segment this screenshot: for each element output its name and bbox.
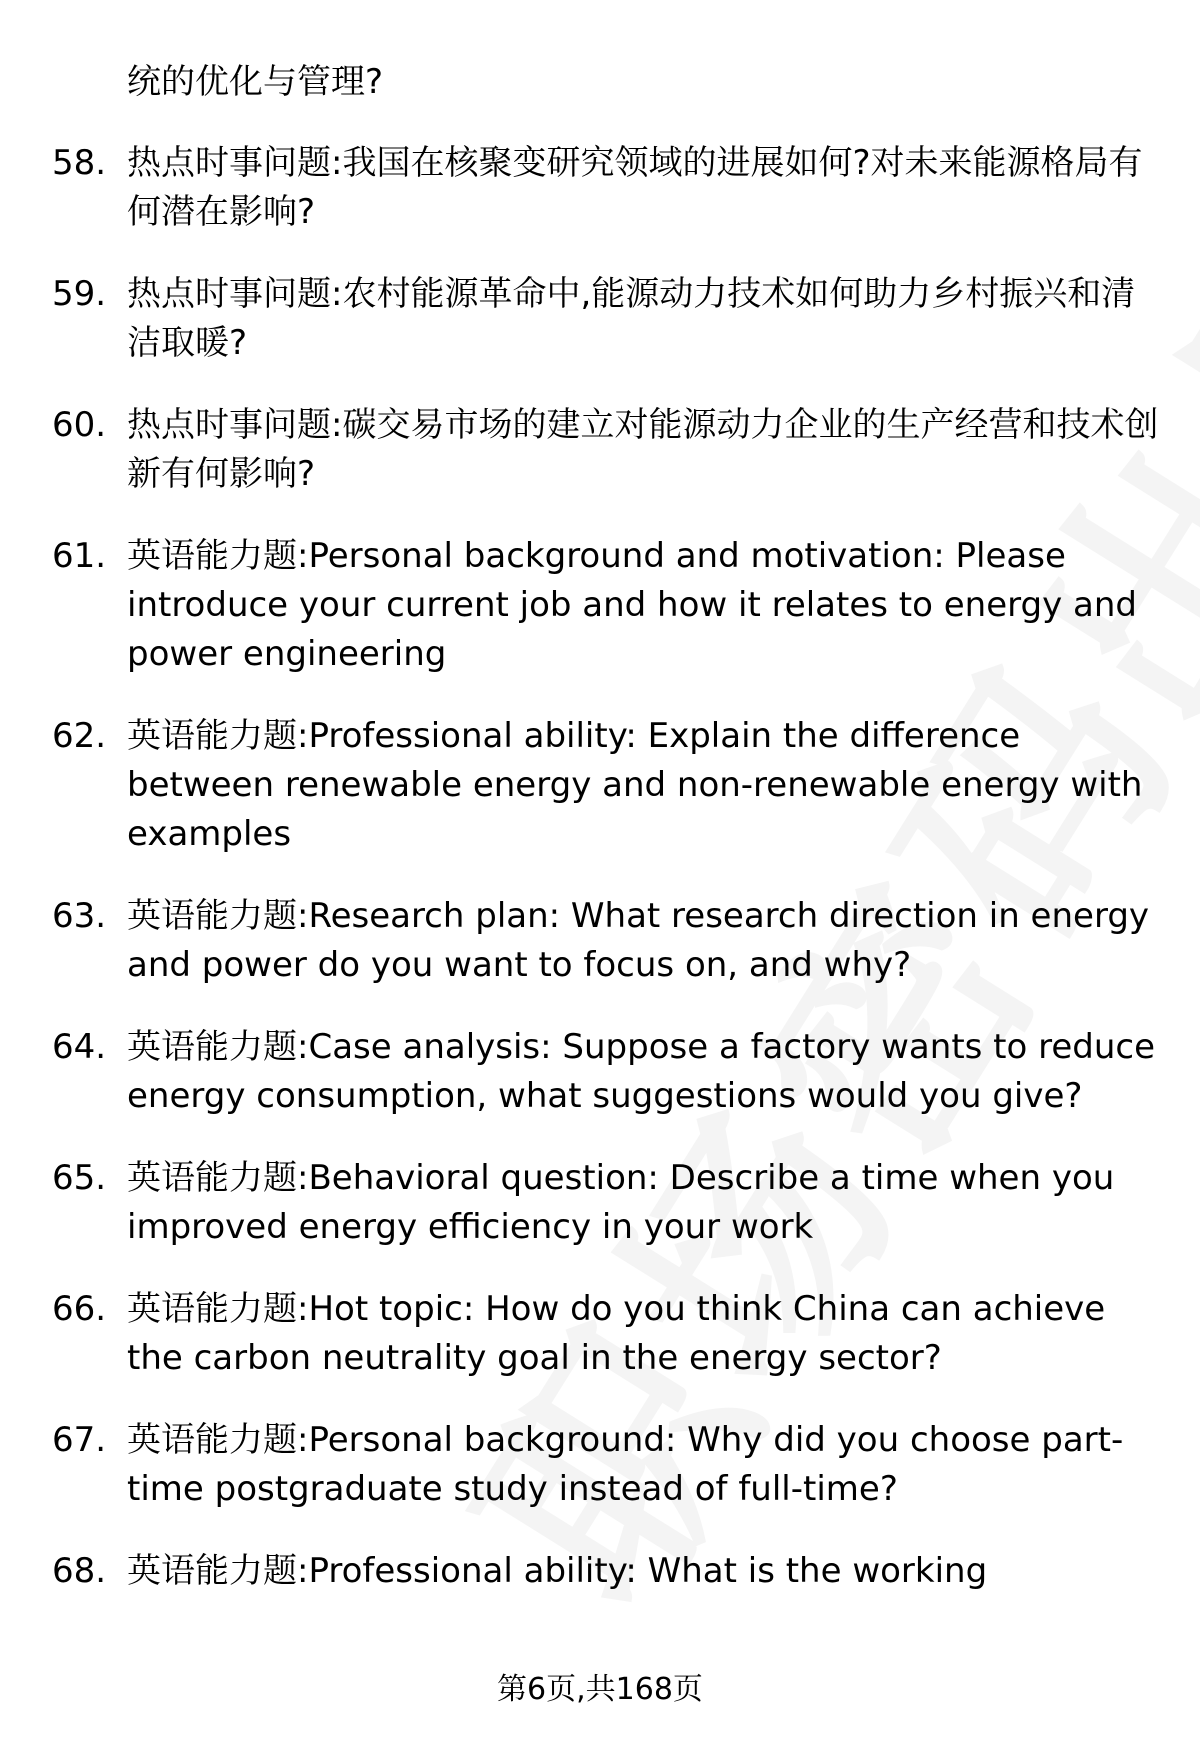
question-list	[52, 58, 1160, 1629]
item-number: 62.	[52, 716, 107, 756]
item-text: 农村能源革命中,能源动力技术如何助力乡村振兴和清洁取暖?	[127, 274, 1136, 363]
item-text: Case analysis: Suppose a factory wants to reduce energy consumption, what suggestions would you give?	[127, 1027, 1155, 1116]
item-number: 65.	[52, 1158, 107, 1198]
item-prefix: 热点时事问题:	[127, 143, 343, 183]
item-text: Personal background and motivation: Please introduce your current job and how it relates to energy and power engineering	[127, 536, 1137, 674]
list-item	[52, 1547, 1160, 1596]
item-number: 58.	[52, 143, 107, 183]
list-item	[52, 1416, 1160, 1514]
item-text: Professional ability: Explain the difference between renewable energy and non-renewable energy with examples	[127, 716, 1143, 854]
list-item	[52, 139, 1160, 237]
item-number: 59.	[52, 274, 107, 314]
list-item	[52, 892, 1160, 990]
item-number: 66.	[52, 1289, 107, 1329]
list-item	[52, 532, 1160, 679]
list-item	[52, 1285, 1160, 1383]
continued-text: 统的优化与管理?	[127, 62, 384, 102]
item-text: Professional ability: What is the working	[308, 1551, 988, 1591]
item-prefix: 热点时事问题:	[127, 274, 343, 314]
item-prefix: 英语能力题:	[127, 1289, 309, 1329]
item-prefix: 英语能力题:	[127, 1158, 309, 1198]
list-item	[52, 1023, 1160, 1121]
item-number: 63.	[52, 896, 107, 936]
item-text: Behavioral question: Describe a time when you improved energy efficiency in your work	[127, 1158, 1115, 1247]
item-text: Personal background: Why did you choose part-time postgraduate study instead of full-time?	[127, 1420, 1124, 1509]
item-prefix: 英语能力题:	[127, 1551, 309, 1591]
item-prefix: 英语能力题:	[127, 896, 309, 936]
item-prefix: 热点时事问题:	[127, 405, 343, 445]
item-text: Research plan: What research direction in energy and power do you want to focus on, and why?	[127, 896, 1150, 985]
list-item	[52, 270, 1160, 368]
page-number-footer: 第6页,共168页	[497, 1672, 703, 1707]
list-item	[52, 712, 1160, 859]
item-prefix: 英语能力题:	[127, 1027, 309, 1067]
item-text: 碳交易市场的建立对能源动力企业的生产经营和技术创新有何影响?	[127, 405, 1159, 494]
item-text: 我国在核聚变研究领域的进展如何?对未来能源格局有何潜在影响?	[127, 143, 1143, 232]
item-number: 61.	[52, 536, 107, 576]
item-number: 64.	[52, 1027, 107, 1067]
item-text: Hot topic: How do you think China can achieve the carbon neutrality goal in the energy sector?	[127, 1289, 1106, 1378]
list-item	[52, 1154, 1160, 1252]
list-item	[52, 401, 1160, 499]
item-prefix: 英语能力题:	[127, 1420, 309, 1460]
item-number: 60.	[52, 405, 107, 445]
item-number: 68.	[52, 1551, 107, 1591]
item-number: 67.	[52, 1420, 107, 1460]
item-prefix: 英语能力题:	[127, 536, 309, 576]
item-prefix: 英语能力题:	[127, 716, 309, 756]
